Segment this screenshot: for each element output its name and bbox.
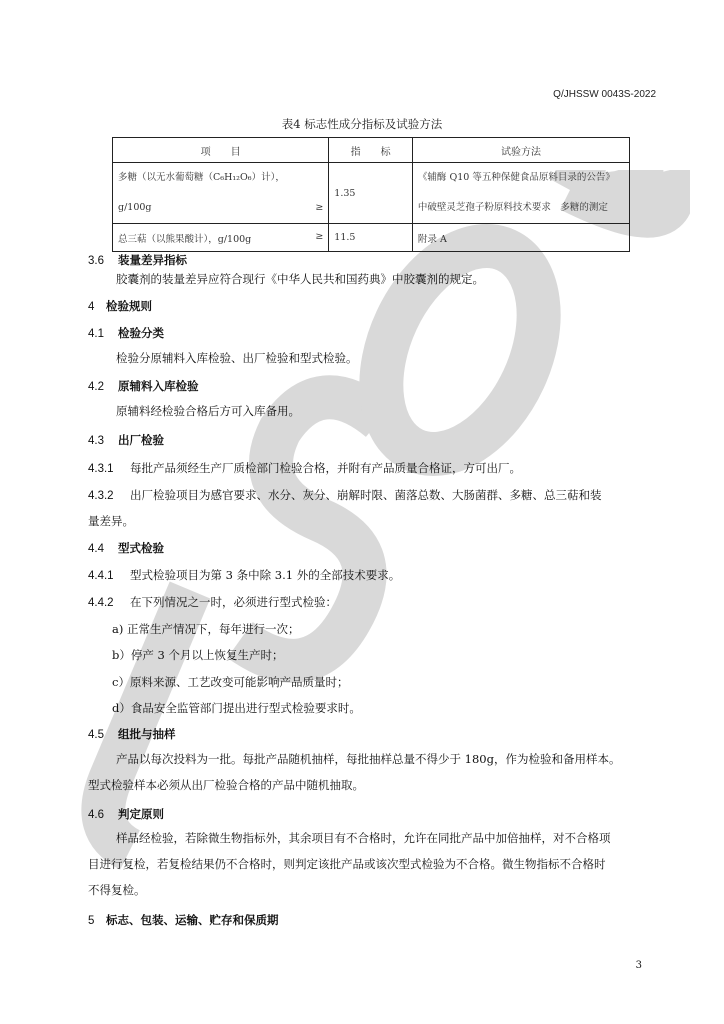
row-method-line2: 中破壁灵芝孢子粉原料技术要求 多糖的测定 — [417, 202, 608, 213]
table-row — [113, 224, 630, 252]
section-4-2-text: 原辅料经检验合格后方可入库备用。 — [116, 404, 300, 418]
row-item-line1: 多糖（以无水葡萄糖（C₆H₁₂O₆）计）， — [118, 172, 285, 183]
section-4-4-heading: 4.4 型式检验 — [88, 541, 164, 555]
row-value: 11.5 — [329, 224, 413, 252]
section-4-5-text-line1: 产品以每次投料为一批。每批产品随机抽样，每批抽样总量不得少于 180g，作为检验和备用样本。 — [116, 752, 621, 766]
list-item: b）停产 3 个月以上恢复生产时； — [112, 648, 284, 662]
list-item: c）原料来源、工艺改变可能影响产品质量时； — [112, 675, 349, 689]
row-method: 附录 A — [412, 224, 629, 252]
table-caption: 表4 标志性成分指标及试验方法 — [281, 117, 443, 131]
page-number: 3 — [635, 960, 642, 971]
section-4-5-text-line2: 型式检验样本必须从出厂检验合格的产品中随机抽取。 — [88, 778, 364, 792]
header-value: 指 标 — [329, 138, 413, 163]
section-4-6-heading: 4.6 判定原则 — [88, 807, 164, 821]
row-method-line1: 《辅酶 Q10 等五种保健食品原料目录的公告》 — [417, 172, 615, 183]
row-cmp: ≥ — [315, 230, 324, 242]
section-4-5-heading: 4.5 组批与抽样 — [88, 727, 176, 741]
section-4-1-text: 检验分原辅料入库检验、出厂检验和型式检验。 — [116, 351, 358, 365]
header-item: 项 目 — [113, 138, 329, 163]
row-item-line1: 总三萜（以熊果酸计），g/100g — [118, 233, 252, 245]
section-4-6-text-line3: 不得复检。 — [88, 883, 146, 897]
header-method: 试验方法 — [412, 138, 629, 163]
section-4-1-heading: 4.1 检验分类 — [88, 326, 164, 340]
section-5-heading: 5 标志、包装、运输、贮存和保质期 — [88, 913, 279, 927]
row-item — [113, 224, 329, 252]
section-3-6-heading: 3.6 装量差异指标 — [88, 253, 187, 267]
section-4-heading: 4 检验规则 — [88, 299, 152, 313]
table-header-row — [113, 138, 630, 163]
section-4-6-text-line2: 目进行复检，若复检结果仍不合格时，则判定该批产品或该次型式检验为不合格。微生物指标不合格时 — [88, 857, 606, 871]
row-value: 1.35 — [329, 163, 413, 224]
row-item — [113, 163, 329, 224]
list-item: d）食品安全监管部门提出进行型式检验要求时。 — [112, 701, 361, 715]
indicator-table — [112, 137, 630, 252]
section-3-6-text: 胶囊剂的装量差异应符合现行《中华人民共和国药典》中胶囊剂的规定。 — [116, 272, 484, 286]
row-item-line2: g/100g — [118, 202, 152, 213]
section-4-4-2: 4.4.2 在下列情况之一时，必须进行型式检验： — [88, 595, 337, 609]
section-4-3-1: 4.3.1 每批产品须经生产厂质检部门检验合格，并附有产品质量合格证，方可出厂。 — [88, 461, 521, 475]
standard-code: Q/JHSSW 0043S-2022 — [553, 89, 656, 100]
list-item: a) 正常生产情况下，每年进行一次； — [112, 622, 300, 636]
section-4-4-1: 4.4.1 型式检验项目为第 3 条中除 3.1 外的全部技术要求。 — [88, 568, 401, 582]
section-4-6-text-line1: 样品经检验，若除微生物指标外，其余项目有不合格时，允许在同批产品中加倍抽样，对不合格项 — [116, 831, 611, 845]
section-4-3-2: 4.3.2 出厂检验项目为感官要求、水分、灰分、崩解时限、菌落总数、大肠菌群、多糖、总三萜和装 — [88, 488, 602, 502]
row-cmp: ≥ — [315, 202, 324, 213]
row-method — [412, 163, 629, 224]
section-4-3-2-line2: 量差异。 — [88, 514, 134, 528]
table-row — [113, 163, 630, 224]
section-4-2-heading: 4.2 原辅料入库检验 — [88, 379, 199, 393]
section-4-3-heading: 4.3 出厂检验 — [88, 433, 164, 447]
